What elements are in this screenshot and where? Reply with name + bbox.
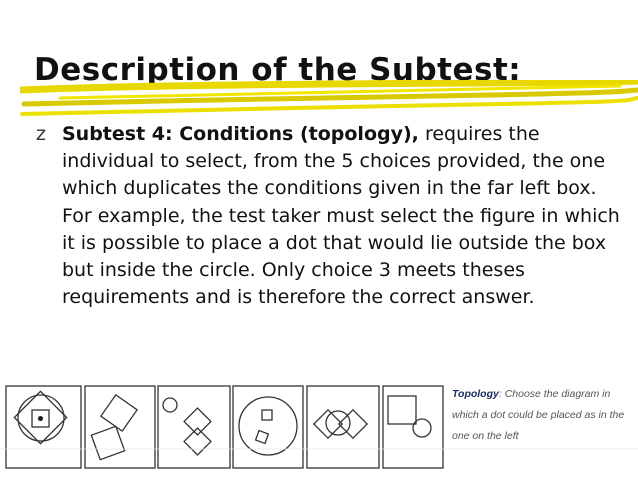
caption-text: : Choose the diagram in which a dot could be placed as in the one on the left <box>452 388 625 442</box>
bullet-icon: z <box>36 123 46 145</box>
panel-5 <box>307 386 379 468</box>
subtest-description: requires the individual to select, from the 5 choices provided, the one which duplicates the conditions given in the far left box. For example, the test taker must select the figure in which it is possible to place a dot that would lie outside the box but inside the circle. Only choice 3 meets theses requirements and is therefore the correct answer. <box>62 123 620 309</box>
slide-title: Description of the Subtest: <box>34 52 522 88</box>
figure-caption <box>452 384 632 447</box>
title-underline-decoration <box>20 80 638 120</box>
subtest-lead: Subtest 4: Conditions (topology), <box>62 123 419 145</box>
panel-4 <box>233 386 303 468</box>
slide-body <box>62 121 622 311</box>
caption-label: Topology <box>452 388 499 400</box>
